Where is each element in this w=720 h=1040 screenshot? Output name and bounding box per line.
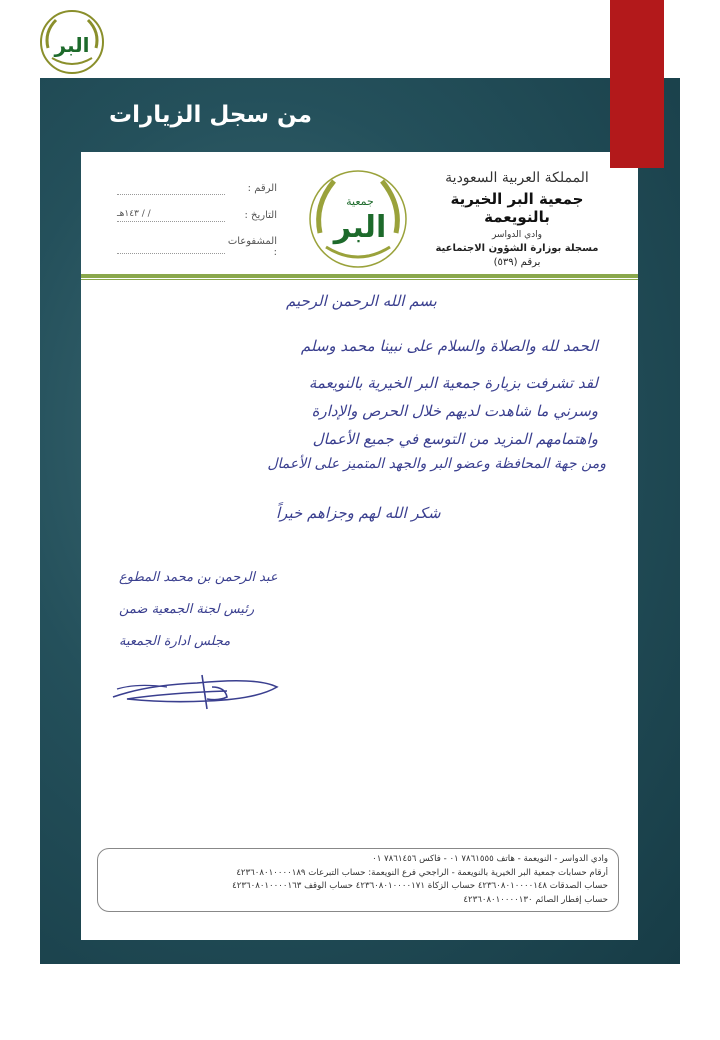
- footer-accounts-2: حساب الصدقات ٤٢٣٦٠٨٠١٠٠٠٠١٤٨ حساب الزكاة ٤٢٣٦٠٨٠١٠٠٠٠١٧١ حساب الوقف ٤٢٣٦٠٨٠١٠٠٠٠١٦٣: [232, 881, 608, 891]
- kingdom-name: المملكة العربية السعودية: [445, 170, 589, 186]
- letterhead-rule-thin: [81, 279, 638, 280]
- footer-accounts: أرقام حسابات جمعية البر الخيرية بالنويعمة - الراجحي فرع النويعمة: حساب التبرعات ٤٢٣٦٠٨٠١٠٠٠٠١٨٩: [236, 867, 608, 878]
- attachments-field: [117, 236, 277, 258]
- attachments-line: [117, 241, 225, 254]
- red-accent-bar: [610, 0, 664, 168]
- handwritten-line: ومن جهة المحافظة وعضو البر والجهد المتميز على الأعمال: [267, 456, 606, 472]
- date-label: التاريخ :: [244, 210, 277, 221]
- handwritten-line: وسرني ما شاهدت لديهم خلال الحرص والإدارة: [311, 402, 598, 420]
- page-title: من سجل الزيارات: [108, 102, 312, 128]
- signatory-name: عبد الرحمن بن محمد المطوع: [119, 570, 278, 585]
- letterhead-text: [422, 170, 612, 268]
- letter-document: [81, 152, 638, 940]
- letterhead-fields: [117, 182, 277, 272]
- handwritten-line: واهتمامهم المزيد من التوسع في جميع الأعمال: [312, 430, 598, 448]
- svg-text:البر: البر: [54, 33, 90, 57]
- association-logo: [38, 8, 106, 76]
- date-field: [117, 209, 277, 222]
- association-name: جمعية البر الخيرية بالنويعمة: [450, 190, 584, 226]
- letterhead-logo: [306, 167, 411, 272]
- closing-text: شكر الله لهم وجزاهم خيراً: [276, 504, 441, 522]
- footer-accounts-3: حساب إفطار الصائم ٤٢٣٦٠٨٠١٠٠٠٠١٣٠: [463, 894, 608, 905]
- attachments-label: المشفوعات :: [227, 236, 277, 258]
- footer-contact: وادي الدواسر - النويعمة - هاتف ٧٨٦١٥٥٥ ٠١ - فاكس ٧٨٦١٤٥٦ ٠١: [372, 854, 608, 864]
- signatory-org: مجلس ادارة الجمعية: [119, 634, 231, 649]
- letter-footer: [97, 848, 619, 912]
- registration-text: مسجلة بوزارة الشؤون الاجتماعية: [435, 243, 599, 254]
- number-line: [117, 182, 225, 195]
- signature-icon: [107, 657, 282, 717]
- svg-text:جمعية: جمعية: [346, 195, 374, 208]
- signatory-title: رئيس لجنة الجمعية ضمن: [119, 602, 255, 617]
- letterhead-rule: [81, 274, 638, 278]
- handwritten-line: لقد تشرفت بزيارة جمعية البر الخيرية بالنويعمة: [308, 374, 598, 392]
- basmala: بسم الله الرحمن الرحيم: [286, 292, 437, 310]
- number-field: [117, 182, 277, 195]
- number-label: الرقم :: [247, 183, 277, 194]
- svg-text:البر: البر: [333, 210, 387, 245]
- handwritten-line: الحمد لله والصلاة والسلام على نبينا محمد وسلم: [300, 337, 598, 355]
- date-value: / / ١٤٣هـ: [117, 209, 225, 222]
- place-name: وادي الدواسر: [491, 230, 543, 240]
- registration-number: برقم (٥٣٩): [493, 257, 541, 268]
